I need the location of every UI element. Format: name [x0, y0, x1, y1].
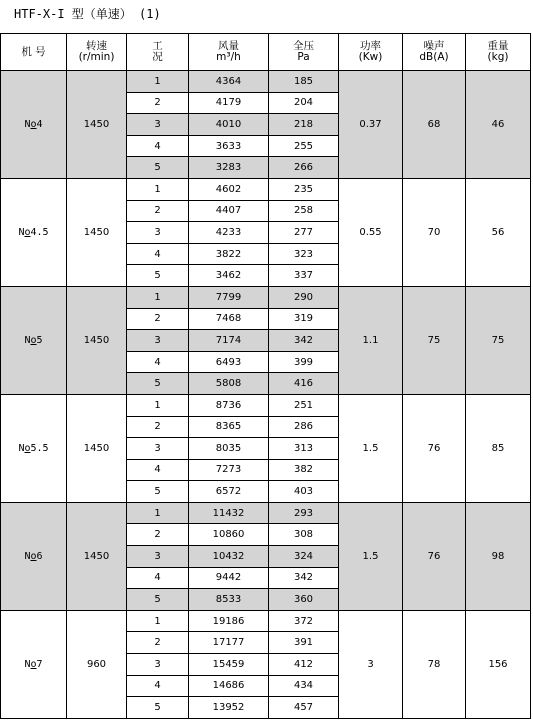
header-airflow: 风量 m³/h	[189, 34, 269, 71]
airflow-cell: 10432	[189, 546, 269, 568]
model-cell	[1, 286, 67, 394]
condition-cell: 4	[127, 135, 189, 157]
pressure-cell: 457	[269, 697, 339, 719]
noise-cell: 75	[403, 286, 466, 394]
power-cell: 1.5	[339, 502, 403, 610]
header-pressure: 全压 Pa	[269, 34, 339, 71]
pressure-cell: 323	[269, 243, 339, 265]
condition-cell: 2	[127, 524, 189, 546]
airflow-cell: 3822	[189, 243, 269, 265]
pressure-cell: 319	[269, 308, 339, 330]
weight-cell: 156	[466, 610, 531, 718]
condition-cell: 4	[127, 459, 189, 481]
pressure-cell: 185	[269, 71, 339, 93]
condition-cell: 3	[127, 546, 189, 568]
condition-cell: 4	[127, 567, 189, 589]
model-number: 5	[36, 334, 43, 346]
model-prefix: N	[24, 334, 31, 346]
model-o: o	[30, 658, 37, 670]
weight-cell: 56	[466, 178, 531, 286]
condition-cell: 3	[127, 222, 189, 244]
noise-cell: 70	[403, 178, 466, 286]
speed-cell: 1450	[67, 71, 127, 179]
airflow-cell: 5808	[189, 373, 269, 395]
airflow-cell: 8533	[189, 589, 269, 611]
condition-cell: 1	[127, 286, 189, 308]
pressure-cell: 277	[269, 222, 339, 244]
condition-cell: 3	[127, 654, 189, 676]
pressure-cell: 204	[269, 92, 339, 114]
table-row	[1, 71, 531, 93]
airflow-cell: 19186	[189, 610, 269, 632]
model-cell	[1, 502, 67, 610]
model-o: o	[30, 550, 37, 562]
fan-spec-table	[0, 33, 531, 719]
model-prefix: N	[24, 118, 31, 130]
airflow-cell: 3283	[189, 157, 269, 179]
power-cell: 1.5	[339, 394, 403, 502]
model-o: o	[24, 226, 31, 238]
table-row	[1, 178, 531, 200]
condition-cell: 5	[127, 589, 189, 611]
airflow-cell: 9442	[189, 567, 269, 589]
condition-cell: 2	[127, 632, 189, 654]
model-cell	[1, 610, 67, 718]
power-cell: 0.55	[339, 178, 403, 286]
pressure-cell: 412	[269, 654, 339, 676]
condition-cell: 1	[127, 502, 189, 524]
model-cell	[1, 71, 67, 179]
airflow-cell: 3633	[189, 135, 269, 157]
pressure-cell: 290	[269, 286, 339, 308]
airflow-cell: 6572	[189, 481, 269, 503]
noise-cell: 76	[403, 502, 466, 610]
power-cell: 0.37	[339, 71, 403, 179]
airflow-cell: 14686	[189, 675, 269, 697]
condition-cell: 3	[127, 330, 189, 352]
model-o: o	[30, 118, 37, 130]
pressure-cell: 382	[269, 459, 339, 481]
page-title: HTF-X-I 型（单速） (1)	[14, 7, 161, 21]
pressure-cell: 324	[269, 546, 339, 568]
condition-cell: 5	[127, 373, 189, 395]
model-number: 7	[36, 658, 43, 670]
pressure-cell: 360	[269, 589, 339, 611]
pressure-cell: 308	[269, 524, 339, 546]
airflow-cell: 7799	[189, 286, 269, 308]
airflow-cell: 7174	[189, 330, 269, 352]
header-speed: 转速 (r/min)	[67, 34, 127, 71]
airflow-cell: 6493	[189, 351, 269, 373]
airflow-cell: 3462	[189, 265, 269, 287]
airflow-cell: 10860	[189, 524, 269, 546]
pressure-cell: 235	[269, 178, 339, 200]
condition-cell: 2	[127, 416, 189, 438]
weight-cell: 75	[466, 286, 531, 394]
airflow-cell: 17177	[189, 632, 269, 654]
condition-cell: 1	[127, 394, 189, 416]
header-row	[1, 34, 531, 71]
header-condition: 工 况	[127, 34, 189, 71]
model-prefix: N	[24, 658, 31, 670]
power-cell: 1.1	[339, 286, 403, 394]
pressure-cell: 337	[269, 265, 339, 287]
condition-cell: 5	[127, 481, 189, 503]
weight-cell: 98	[466, 502, 531, 610]
model-prefix: N	[18, 226, 25, 238]
airflow-cell: 8035	[189, 438, 269, 460]
power-cell: 3	[339, 610, 403, 718]
pressure-cell: 266	[269, 157, 339, 179]
speed-cell: 1450	[67, 394, 127, 502]
airflow-cell: 8365	[189, 416, 269, 438]
airflow-cell: 7468	[189, 308, 269, 330]
table-body	[1, 71, 531, 719]
airflow-cell: 13952	[189, 697, 269, 719]
airflow-cell: 7273	[189, 459, 269, 481]
model-prefix: N	[18, 442, 25, 454]
model-number: 6	[36, 550, 43, 562]
header-weight: 重量 (kg)	[466, 34, 531, 71]
table-row	[1, 502, 531, 524]
speed-cell: 1450	[67, 178, 127, 286]
condition-cell: 1	[127, 71, 189, 93]
airflow-cell: 4602	[189, 178, 269, 200]
pressure-cell: 434	[269, 675, 339, 697]
speed-cell: 1450	[67, 286, 127, 394]
condition-cell: 5	[127, 157, 189, 179]
pressure-cell: 342	[269, 567, 339, 589]
condition-cell: 4	[127, 351, 189, 373]
weight-cell: 85	[466, 394, 531, 502]
pressure-cell: 286	[269, 416, 339, 438]
condition-cell: 2	[127, 308, 189, 330]
airflow-cell: 11432	[189, 502, 269, 524]
condition-cell: 4	[127, 675, 189, 697]
noise-cell: 76	[403, 394, 466, 502]
pressure-cell: 313	[269, 438, 339, 460]
condition-cell: 3	[127, 114, 189, 136]
airflow-cell: 15459	[189, 654, 269, 676]
pressure-cell: 403	[269, 481, 339, 503]
condition-cell: 5	[127, 697, 189, 719]
model-number: 5.5	[30, 442, 49, 454]
airflow-cell: 4233	[189, 222, 269, 244]
airflow-cell: 4010	[189, 114, 269, 136]
pressure-cell: 255	[269, 135, 339, 157]
header-noise: 噪声 dB(A)	[403, 34, 466, 71]
model-cell	[1, 394, 67, 502]
condition-cell: 1	[127, 610, 189, 632]
pressure-cell: 293	[269, 502, 339, 524]
pressure-cell: 342	[269, 330, 339, 352]
model-o: o	[30, 334, 37, 346]
condition-cell: 1	[127, 178, 189, 200]
speed-cell: 1450	[67, 502, 127, 610]
condition-cell: 5	[127, 265, 189, 287]
pressure-cell: 372	[269, 610, 339, 632]
table-row	[1, 286, 531, 308]
airflow-cell: 4179	[189, 92, 269, 114]
header-power: 功率 (Kw)	[339, 34, 403, 71]
pressure-cell: 258	[269, 200, 339, 222]
noise-cell: 78	[403, 610, 466, 718]
pressure-cell: 399	[269, 351, 339, 373]
pressure-cell: 218	[269, 114, 339, 136]
noise-cell: 68	[403, 71, 466, 179]
table-row	[1, 394, 531, 416]
model-prefix: N	[24, 550, 31, 562]
airflow-cell: 4407	[189, 200, 269, 222]
model-o: o	[24, 442, 31, 454]
condition-cell: 2	[127, 200, 189, 222]
model-number: 4	[36, 118, 43, 130]
condition-cell: 4	[127, 243, 189, 265]
pressure-cell: 416	[269, 373, 339, 395]
condition-cell: 3	[127, 438, 189, 460]
model-cell	[1, 178, 67, 286]
header-model: 机 号	[1, 34, 67, 71]
condition-cell: 2	[127, 92, 189, 114]
pressure-cell: 251	[269, 394, 339, 416]
weight-cell: 46	[466, 71, 531, 179]
airflow-cell: 4364	[189, 71, 269, 93]
table-row	[1, 610, 531, 632]
airflow-cell: 8736	[189, 394, 269, 416]
model-number: 4.5	[30, 226, 49, 238]
pressure-cell: 391	[269, 632, 339, 654]
speed-cell: 960	[67, 610, 127, 718]
